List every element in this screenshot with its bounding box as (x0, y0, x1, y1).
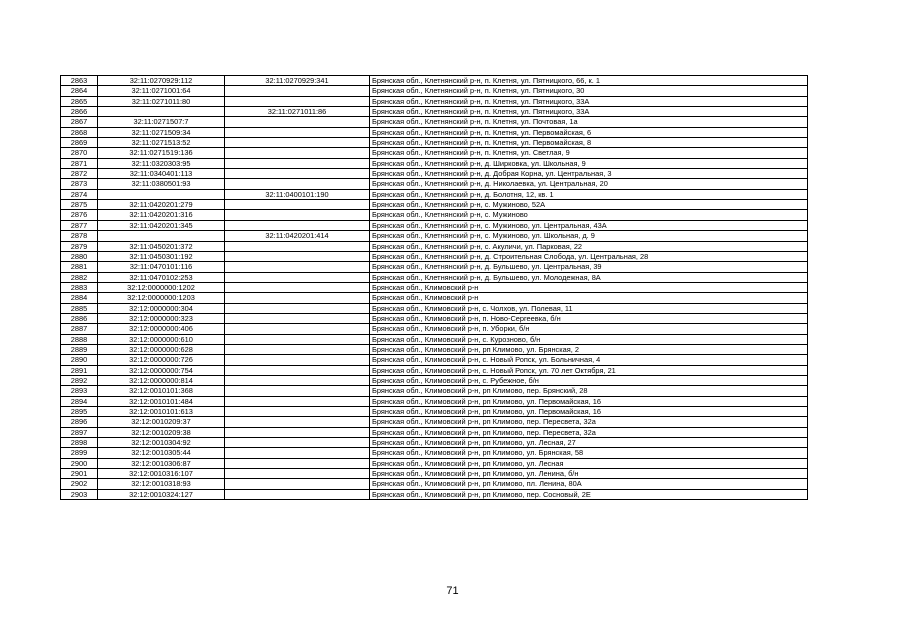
address-cell: Брянская обл., Клетнянский р-н, п. Клетня, ул. Пятницкого, 30 (370, 86, 808, 96)
cadastral-number-cell (98, 189, 225, 199)
related-cadastral-number-cell (225, 489, 370, 499)
row-number-cell: 2879 (61, 241, 98, 251)
cadastral-number-cell (98, 231, 225, 241)
address-cell: Брянская обл., Климовский р-н, п. Ново-Сергеевка, б/н (370, 313, 808, 323)
related-cadastral-number-cell (225, 334, 370, 344)
table-row (61, 231, 808, 241)
address-cell: Брянская обл., Клетнянский р-н, п. Клетня, ул. Пятницкого, 66, к. 1 (370, 76, 808, 86)
cadastral-number-cell: 32:12:0010324:127 (98, 489, 225, 499)
cadastral-number-cell: 32:12:0000000:610 (98, 334, 225, 344)
related-cadastral-number-cell (225, 324, 370, 334)
row-number-cell: 2876 (61, 210, 98, 220)
address-cell: Брянская обл., Клетнянский р-н, д. Ширковка, ул. Школьная, 9 (370, 158, 808, 168)
row-number-cell: 2877 (61, 220, 98, 230)
cadastral-number-cell: 32:11:0470102:253 (98, 272, 225, 282)
cadastral-number-cell: 32:11:0450201:372 (98, 241, 225, 251)
cadastral-number-cell: 32:12:0010316:107 (98, 469, 225, 479)
row-number-cell: 2892 (61, 375, 98, 385)
table-row (61, 448, 808, 458)
cadastral-number-cell: 32:12:0010101:368 (98, 386, 225, 396)
table-row (61, 427, 808, 437)
table-row (61, 479, 808, 489)
row-number-cell: 2893 (61, 386, 98, 396)
address-cell: Брянская обл., Климовский р-н, рп Климово, ул. Первомайская, 16 (370, 396, 808, 406)
cadastral-number-cell: 32:11:0340401:113 (98, 169, 225, 179)
cadastral-number-cell (98, 107, 225, 117)
row-number-cell: 2887 (61, 324, 98, 334)
cadastral-number-cell: 32:11:0271509:34 (98, 127, 225, 137)
address-cell: Брянская обл., Клетнянский р-н, с. Мужиново, 52А (370, 200, 808, 210)
related-cadastral-number-cell (225, 179, 370, 189)
address-cell: Брянская обл., Клетнянский р-н, д. Бульшево, ул. Молодежная, 8А (370, 272, 808, 282)
property-table-body (61, 76, 808, 500)
row-number-cell: 2880 (61, 251, 98, 261)
address-cell: Брянская обл., Клетнянский р-н, д. Добрая Корна, ул. Центральная, 3 (370, 169, 808, 179)
related-cadastral-number-cell (225, 427, 370, 437)
row-number-cell: 2896 (61, 417, 98, 427)
row-number-cell: 2867 (61, 117, 98, 127)
related-cadastral-number-cell (225, 96, 370, 106)
table-row (61, 169, 808, 179)
table-row (61, 179, 808, 189)
related-cadastral-number-cell (225, 251, 370, 261)
address-cell: Брянская обл., Климовский р-н, с. Чолхов, ул. Полевая, 11 (370, 303, 808, 313)
address-cell: Брянская обл., Клетнянский р-н, п. Клетня, ул. Первомайская, 8 (370, 138, 808, 148)
cadastral-number-cell: 32:12:0000000:726 (98, 355, 225, 365)
page-number: 71 (446, 585, 459, 597)
table-row (61, 458, 808, 468)
address-cell: Брянская обл., Клетнянский р-н, с. Акуличи, ул. Парковая, 22 (370, 241, 808, 251)
table-row (61, 489, 808, 499)
related-cadastral-number-cell (225, 407, 370, 417)
address-cell: Брянская обл., Клетнянский р-н, д. Болотня, 12, кв. 1 (370, 189, 808, 199)
row-number-cell: 2900 (61, 458, 98, 468)
table-row (61, 386, 808, 396)
cadastral-number-cell: 32:12:0010101:484 (98, 396, 225, 406)
table-row (61, 127, 808, 137)
table-row (61, 344, 808, 354)
cadastral-number-cell: 32:12:0000000:1203 (98, 293, 225, 303)
table-row (61, 117, 808, 127)
cadastral-number-cell: 32:12:0010306:87 (98, 458, 225, 468)
address-cell: Брянская обл., Климовский р-н, рп Климово, пер. Пересвета, 32а (370, 427, 808, 437)
related-cadastral-number-cell (225, 158, 370, 168)
row-number-cell: 2870 (61, 148, 98, 158)
related-cadastral-number-cell (225, 417, 370, 427)
related-cadastral-number-cell (225, 438, 370, 448)
related-cadastral-number-cell: 32:11:0270929:341 (225, 76, 370, 86)
table-row (61, 324, 808, 334)
cadastral-number-cell: 32:11:0271513:52 (98, 138, 225, 148)
address-cell: Брянская обл., Клетнянский р-н, с. Мужиново (370, 210, 808, 220)
cadastral-number-cell: 32:12:0000000:323 (98, 313, 225, 323)
related-cadastral-number-cell (225, 293, 370, 303)
row-number-cell: 2866 (61, 107, 98, 117)
table-row (61, 417, 808, 427)
related-cadastral-number-cell (225, 303, 370, 313)
row-number-cell: 2891 (61, 365, 98, 375)
cadastral-number-cell: 32:11:0470101:116 (98, 262, 225, 272)
address-cell: Брянская обл., Климовский р-н, с. Курозново, б/н (370, 334, 808, 344)
address-cell: Брянская обл., Клетнянский р-н, п. Клетня, ул. Пятницкого, 33А (370, 96, 808, 106)
table-row (61, 251, 808, 261)
row-number-cell: 2901 (61, 469, 98, 479)
cadastral-number-cell: 32:11:0271507:7 (98, 117, 225, 127)
cadastral-number-cell: 32:12:0010318:93 (98, 479, 225, 489)
address-cell: Брянская обл., Климовский р-н, рп Климово, пл. Ленина, 80А (370, 479, 808, 489)
table-row (61, 220, 808, 230)
address-cell: Брянская обл., Климовский р-н (370, 293, 808, 303)
cadastral-number-cell: 32:12:0000000:406 (98, 324, 225, 334)
related-cadastral-number-cell (225, 355, 370, 365)
table-row (61, 138, 808, 148)
address-cell: Брянская обл., Климовский р-н, п. Уборки, б/н (370, 324, 808, 334)
table-row (61, 86, 808, 96)
row-number-cell: 2868 (61, 127, 98, 137)
row-number-cell: 2903 (61, 489, 98, 499)
table-row (61, 210, 808, 220)
cadastral-number-cell: 32:11:0380501:93 (98, 179, 225, 189)
table-row (61, 438, 808, 448)
table-row (61, 355, 808, 365)
row-number-cell: 2871 (61, 158, 98, 168)
row-number-cell: 2881 (61, 262, 98, 272)
address-cell: Брянская обл., Климовский р-н, рп Климово, ул. Лесная, 27 (370, 438, 808, 448)
related-cadastral-number-cell (225, 200, 370, 210)
cadastral-number-cell: 32:12:0010209:37 (98, 417, 225, 427)
related-cadastral-number-cell: 32:11:0400101:190 (225, 189, 370, 199)
row-number-cell: 2886 (61, 313, 98, 323)
related-cadastral-number-cell (225, 365, 370, 375)
table-row (61, 200, 808, 210)
related-cadastral-number-cell (225, 241, 370, 251)
cadastral-number-cell: 32:12:0010305:44 (98, 448, 225, 458)
row-number-cell: 2895 (61, 407, 98, 417)
cadastral-number-cell: 32:11:0420201:279 (98, 200, 225, 210)
address-cell: Брянская обл., Климовский р-н, рп Климово, ул. Первомайская, 16 (370, 407, 808, 417)
related-cadastral-number-cell (225, 148, 370, 158)
address-cell: Брянская обл., Клетнянский р-н, д. Строительная Слобода, ул. Центральная, 28 (370, 251, 808, 261)
row-number-cell: 2872 (61, 169, 98, 179)
related-cadastral-number-cell (225, 117, 370, 127)
cadastral-number-cell: 32:12:0010304:92 (98, 438, 225, 448)
address-cell: Брянская обл., Климовский р-н, рп Климово, пер. Пересвета, 32а (370, 417, 808, 427)
cadastral-number-cell: 32:11:0320303:95 (98, 158, 225, 168)
cadastral-number-cell: 32:12:0000000:814 (98, 375, 225, 385)
row-number-cell: 2864 (61, 86, 98, 96)
related-cadastral-number-cell (225, 138, 370, 148)
address-cell: Брянская обл., Климовский р-н, с. Рубежное, б/н (370, 375, 808, 385)
related-cadastral-number-cell (225, 169, 370, 179)
cadastral-number-cell: 32:11:0270929:112 (98, 76, 225, 86)
address-cell: Брянская обл., Климовский р-н, рп Климово, пер. Брянский, 28 (370, 386, 808, 396)
row-number-cell: 2888 (61, 334, 98, 344)
table-row (61, 407, 808, 417)
row-number-cell: 2884 (61, 293, 98, 303)
cadastral-number-cell: 32:12:0000000:1202 (98, 282, 225, 292)
table-row (61, 241, 808, 251)
row-number-cell: 2898 (61, 438, 98, 448)
address-cell: Брянская обл., Клетнянский р-н, п. Клетня, ул. Пятницкого, 33А (370, 107, 808, 117)
table-row (61, 282, 808, 292)
table-row (61, 334, 808, 344)
related-cadastral-number-cell (225, 86, 370, 96)
cadastral-number-cell: 32:12:0010101:613 (98, 407, 225, 417)
cadastral-number-cell: 32:12:0000000:754 (98, 365, 225, 375)
table-row (61, 262, 808, 272)
address-cell: Брянская обл., Климовский р-н, с. Новый Ропск, ул. 70 лет Октября, 21 (370, 365, 808, 375)
related-cadastral-number-cell (225, 375, 370, 385)
related-cadastral-number-cell (225, 479, 370, 489)
row-number-cell: 2897 (61, 427, 98, 437)
address-cell: Брянская обл., Климовский р-н (370, 282, 808, 292)
address-cell: Брянская обл., Клетнянский р-н, д. Николаевка, ул. Центральная, 20 (370, 179, 808, 189)
related-cadastral-number-cell (225, 469, 370, 479)
address-cell: Брянская обл., Клетнянский р-н, с. Мужиново, ул. Школьная, д. 9 (370, 231, 808, 241)
row-number-cell: 2878 (61, 231, 98, 241)
row-number-cell: 2885 (61, 303, 98, 313)
row-number-cell: 2894 (61, 396, 98, 406)
related-cadastral-number-cell: 32:11:0420201:414 (225, 231, 370, 241)
cadastral-number-cell: 32:12:0000000:304 (98, 303, 225, 313)
row-number-cell: 2902 (61, 479, 98, 489)
cadastral-number-cell: 32:11:0420201:345 (98, 220, 225, 230)
table-row (61, 469, 808, 479)
row-number-cell: 2899 (61, 448, 98, 458)
address-cell: Брянская обл., Климовский р-н, рп Климово, ул. Брянская, 2 (370, 344, 808, 354)
address-cell: Брянская обл., Климовский р-н, рп Климово, пер. Сосновый, 2Е (370, 489, 808, 499)
table-row (61, 293, 808, 303)
cadastral-number-cell: 32:11:0271519:136 (98, 148, 225, 158)
cadastral-number-cell: 32:11:0271001:64 (98, 86, 225, 96)
related-cadastral-number-cell (225, 272, 370, 282)
related-cadastral-number-cell (225, 344, 370, 354)
row-number-cell: 2882 (61, 272, 98, 282)
row-number-cell: 2865 (61, 96, 98, 106)
related-cadastral-number-cell (225, 396, 370, 406)
related-cadastral-number-cell (225, 262, 370, 272)
row-number-cell: 2869 (61, 138, 98, 148)
row-number-cell: 2889 (61, 344, 98, 354)
related-cadastral-number-cell (225, 127, 370, 137)
table-row (61, 303, 808, 313)
table-row (61, 396, 808, 406)
address-cell: Брянская обл., Климовский р-н, рп Климово, ул. Лесная (370, 458, 808, 468)
address-cell: Брянская обл., Климовский р-н, с. Новый Ропск, ул. Больничная, 4 (370, 355, 808, 365)
table-row (61, 148, 808, 158)
table-row (61, 375, 808, 385)
related-cadastral-number-cell (225, 386, 370, 396)
address-cell: Брянская обл., Клетнянский р-н, п. Клетня, ул. Первомайская, 6 (370, 127, 808, 137)
row-number-cell: 2873 (61, 179, 98, 189)
address-cell: Брянская обл., Клетнянский р-н, п. Клетня, ул. Светлая, 9 (370, 148, 808, 158)
table-row (61, 313, 808, 323)
table-row (61, 158, 808, 168)
related-cadastral-number-cell (225, 210, 370, 220)
row-number-cell: 2875 (61, 200, 98, 210)
row-number-cell: 2874 (61, 189, 98, 199)
table-row (61, 76, 808, 86)
row-number-cell: 2890 (61, 355, 98, 365)
address-cell: Брянская обл., Климовский р-н, рп Климово, ул. Брянская, 58 (370, 448, 808, 458)
table-row (61, 365, 808, 375)
row-number-cell: 2883 (61, 282, 98, 292)
cadastral-number-cell: 32:11:0420201:316 (98, 210, 225, 220)
row-number-cell: 2863 (61, 76, 98, 86)
address-cell: Брянская обл., Климовский р-н, рп Климово, ул. Ленина, б/н (370, 469, 808, 479)
cadastral-number-cell: 32:12:0010209:38 (98, 427, 225, 437)
related-cadastral-number-cell (225, 282, 370, 292)
related-cadastral-number-cell (225, 458, 370, 468)
related-cadastral-number-cell (225, 313, 370, 323)
address-cell: Брянская обл., Клетнянский р-н, д. Бульшево, ул. Центральная, 39 (370, 262, 808, 272)
table-row (61, 107, 808, 117)
table-row (61, 189, 808, 199)
table-row (61, 96, 808, 106)
address-cell: Брянская обл., Клетнянский р-н, п. Клетня, ул. Почтовая, 1а (370, 117, 808, 127)
related-cadastral-number-cell (225, 448, 370, 458)
cadastral-number-cell: 32:11:0271011:80 (98, 96, 225, 106)
property-table (60, 75, 808, 500)
related-cadastral-number-cell (225, 220, 370, 230)
address-cell: Брянская обл., Клетнянский р-н, с. Мужиново, ул. Центральная, 43А (370, 220, 808, 230)
cadastral-number-cell: 32:12:0000000:628 (98, 344, 225, 354)
table-row (61, 272, 808, 282)
related-cadastral-number-cell: 32:11:0271011:86 (225, 107, 370, 117)
cadastral-number-cell: 32:11:0450301:192 (98, 251, 225, 261)
